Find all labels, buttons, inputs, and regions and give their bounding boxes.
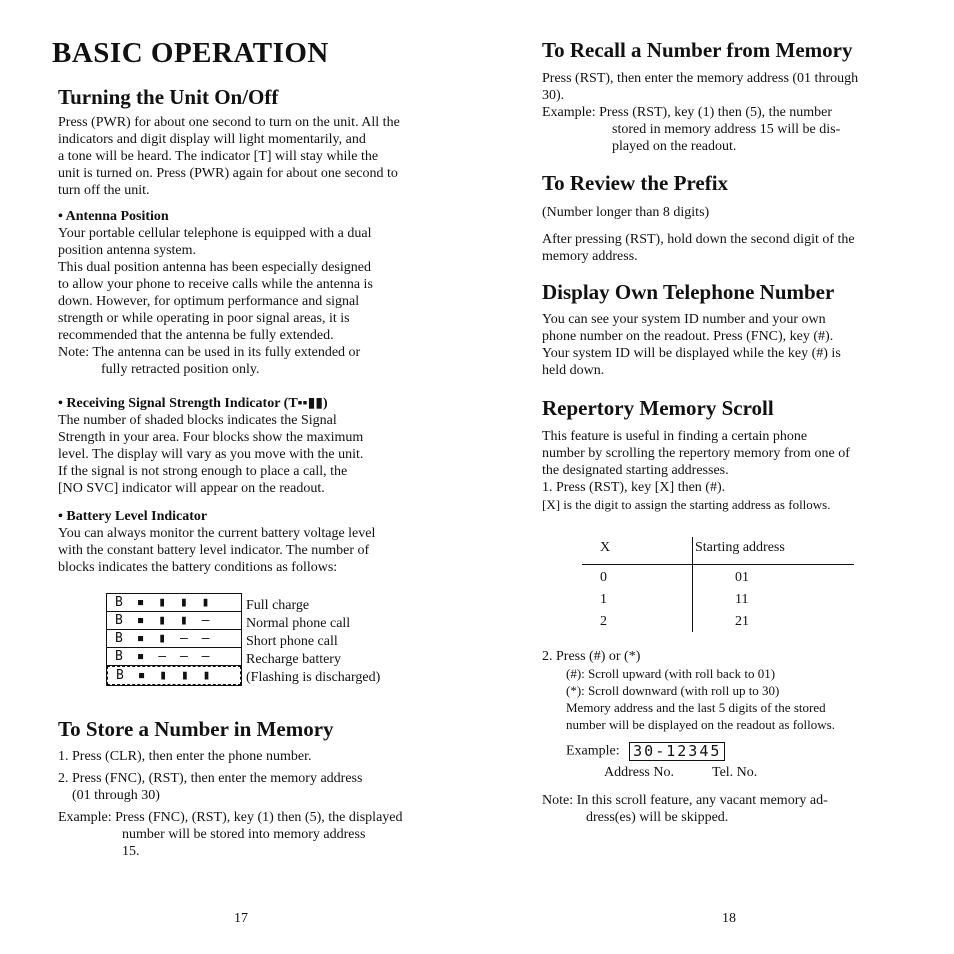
recall-example-a: Example: Press (RST), key (1) then (5), the number bbox=[542, 105, 833, 120]
recall-example-b: stored in memory address 15 will be dis- bbox=[612, 122, 841, 137]
store-example-a: Example: Press (FNC), (RST), key (1) then (5), the displayed bbox=[58, 810, 403, 825]
antenna-line: This dual position antenna has been especially designed bbox=[58, 260, 371, 275]
store-heading: To Store a Number in Memory bbox=[58, 717, 334, 741]
scroll-step2 bbox=[542, 648, 922, 733]
recall-heading: To Recall a Number from Memory bbox=[542, 38, 853, 62]
table-rule bbox=[582, 564, 854, 565]
table-cell-start: 21 bbox=[735, 614, 749, 629]
antenna-line: to allow your phone to receive calls while the antenna is bbox=[58, 277, 373, 292]
scroll-x-note: [X] is the digit to assign the starting address as follows. bbox=[542, 497, 831, 512]
page-number-left: 17 bbox=[234, 911, 248, 926]
prefix-body bbox=[542, 204, 922, 265]
turning-line: unit is turned on. Press (PWR) again for about one second to bbox=[58, 166, 398, 181]
battery-heading: • Battery Level Indicator bbox=[58, 509, 208, 524]
store-step2a: 2. Press (FNC), (RST), then enter the memory address bbox=[58, 771, 363, 786]
scroll-line: the designated starting addresses. bbox=[542, 463, 729, 478]
table-cell-x: 1 bbox=[600, 592, 607, 607]
signal-line: level. The display will vary as you move with the unit. bbox=[58, 447, 364, 462]
right-page bbox=[542, 0, 922, 954]
own-number-line: held down. bbox=[542, 363, 605, 378]
scroll-example-label: Example: bbox=[566, 743, 620, 759]
scroll-note bbox=[542, 792, 922, 826]
table-cell-start: 11 bbox=[735, 592, 749, 607]
own-number-line: You can see your system ID number and your own bbox=[542, 312, 826, 327]
scroll-heading: Repertory Memory Scroll bbox=[542, 396, 774, 420]
own-number-heading: Display Own Telephone Number bbox=[542, 280, 835, 304]
own-number-line: phone number on the readout. Press (FNC), key (#). bbox=[542, 329, 834, 344]
store-step1: 1. Press (CLR), then enter the phone number. bbox=[58, 749, 312, 764]
antenna-line: Note: The antenna can be used in its fully extended or bbox=[58, 345, 361, 360]
prefix-line: After pressing (RST), hold down the second digit of the bbox=[542, 232, 855, 247]
table-cell-x: 2 bbox=[600, 614, 607, 629]
scroll-line: This feature is useful in finding a certain phone bbox=[542, 429, 808, 444]
battery-level-row: B ▪ ▮ ▮ – bbox=[107, 612, 241, 630]
table-divider bbox=[692, 537, 693, 632]
signal-line: If the signal is not strong enough to place a call, the bbox=[58, 464, 348, 479]
scroll-step1: 1. Press (RST), key [X] then (#). bbox=[542, 480, 726, 495]
tel-no-label: Tel. No. bbox=[712, 765, 758, 780]
battery-level-row: B ▪ ▮ ▮ ▮ bbox=[107, 594, 241, 612]
antenna-line: recommended that the antenna be fully extended. bbox=[58, 328, 334, 343]
recall-example-c: played on the readout. bbox=[612, 139, 737, 154]
battery-level-row: B ▪ – – – bbox=[107, 648, 241, 666]
antenna-heading: • Antenna Position bbox=[58, 209, 169, 224]
scroll-body bbox=[542, 428, 922, 513]
store-step2b: (01 through 30) bbox=[72, 788, 160, 803]
antenna-line: down. However, for optimum performance and signal bbox=[58, 294, 360, 309]
turning-heading: Turning the Unit On/Off bbox=[58, 85, 279, 109]
antenna-note-indent: fully retracted position only. bbox=[101, 362, 260, 377]
own-number-body bbox=[542, 311, 922, 379]
signal-line: Strength in your area. Four blocks show the maximum bbox=[58, 430, 364, 445]
battery-section bbox=[58, 508, 440, 576]
turning-line: indicators and digit display will light momentarily, and bbox=[58, 132, 366, 147]
battery-level-label: (Flashing is discharged) bbox=[246, 670, 381, 685]
table-header-x: X bbox=[600, 540, 611, 555]
turning-body bbox=[58, 114, 440, 199]
scroll-example bbox=[542, 742, 946, 761]
battery-level-row: B ▪ ▮ ▮ ▮ bbox=[107, 666, 241, 685]
prefix-heading: To Review the Prefix bbox=[542, 171, 729, 195]
scroll-up-line: (#): Scroll upward (with roll back to 01) bbox=[566, 666, 776, 681]
battery-level-label: Short phone call bbox=[246, 634, 338, 649]
prefix-line1: (Number longer than 8 digits) bbox=[542, 205, 710, 220]
turning-line: a tone will be heard. The indicator [T] will stay while the bbox=[58, 149, 379, 164]
recall-line: 30). bbox=[542, 88, 565, 103]
signal-line: [NO SVC] indicator will appear on the readout. bbox=[58, 481, 325, 496]
starting-address-table bbox=[582, 537, 854, 632]
turning-line: turn off the unit. bbox=[58, 183, 150, 198]
signal-line: The number of shaded blocks indicates the Signal bbox=[58, 413, 337, 428]
table-header-starting: Starting address bbox=[695, 540, 785, 555]
scroll-step2-line: 2. Press (#) or (*) bbox=[542, 649, 641, 664]
battery-level-label: Full charge bbox=[246, 598, 310, 613]
store-example-b: number will be stored into memory address bbox=[122, 827, 366, 842]
page-title: BASIC OPERATION bbox=[52, 37, 329, 69]
battery-level-label: Recharge battery bbox=[246, 652, 341, 667]
table-cell-start: 01 bbox=[735, 570, 749, 585]
store-example-c: 15. bbox=[122, 844, 140, 859]
battery-level-table bbox=[106, 593, 242, 686]
recall-body bbox=[542, 70, 922, 155]
antenna-line: Your portable cellular telephone is equipped with a dual bbox=[58, 226, 372, 241]
own-number-line: Your system ID will be displayed while the key (#) is bbox=[542, 346, 841, 361]
scroll-mem-b: number will be displayed on the readout as follows. bbox=[566, 717, 835, 732]
recall-line: Press (RST), then enter the memory address (01 through bbox=[542, 71, 859, 86]
address-no-label: Address No. bbox=[604, 765, 674, 780]
turning-line: Press (PWR) for about one second to turn on the unit. All the bbox=[58, 115, 400, 130]
left-page bbox=[58, 0, 440, 954]
battery-line: You can always monitor the current battery voltage level bbox=[58, 526, 376, 541]
lcd-readout: 30-12345 bbox=[629, 742, 725, 761]
prefix-line: memory address. bbox=[542, 249, 638, 264]
battery-level-labels bbox=[246, 597, 380, 687]
battery-line: blocks indicates the battery conditions as follows: bbox=[58, 560, 338, 575]
battery-level-label: Normal phone call bbox=[246, 616, 351, 631]
antenna-section bbox=[58, 208, 440, 378]
battery-line: with the constant battery level indicator. The number of bbox=[58, 543, 370, 558]
antenna-line: position antenna system. bbox=[58, 243, 197, 258]
table-cell-x: 0 bbox=[600, 570, 607, 585]
store-body bbox=[58, 748, 440, 860]
scroll-down-line: (*): Scroll downward (with roll up to 30) bbox=[566, 683, 780, 698]
signal-section bbox=[58, 395, 440, 497]
battery-level-row: B ▪ ▮ – – bbox=[107, 630, 241, 648]
signal-heading: • Receiving Signal Strength Indicator (T▪▪▮▮) bbox=[58, 396, 328, 411]
scroll-line: number by scrolling the repertory memory from one of bbox=[542, 446, 850, 461]
scroll-note-b: dress(es) will be skipped. bbox=[586, 810, 729, 825]
page-number-right: 18 bbox=[722, 911, 736, 926]
antenna-line: strength or while operating in poor signal areas, it is bbox=[58, 311, 350, 326]
scroll-note-a: Note: In this scroll feature, any vacant memory ad- bbox=[542, 793, 828, 808]
scroll-mem-a: Memory address and the last 5 digits of the stored bbox=[566, 700, 826, 715]
